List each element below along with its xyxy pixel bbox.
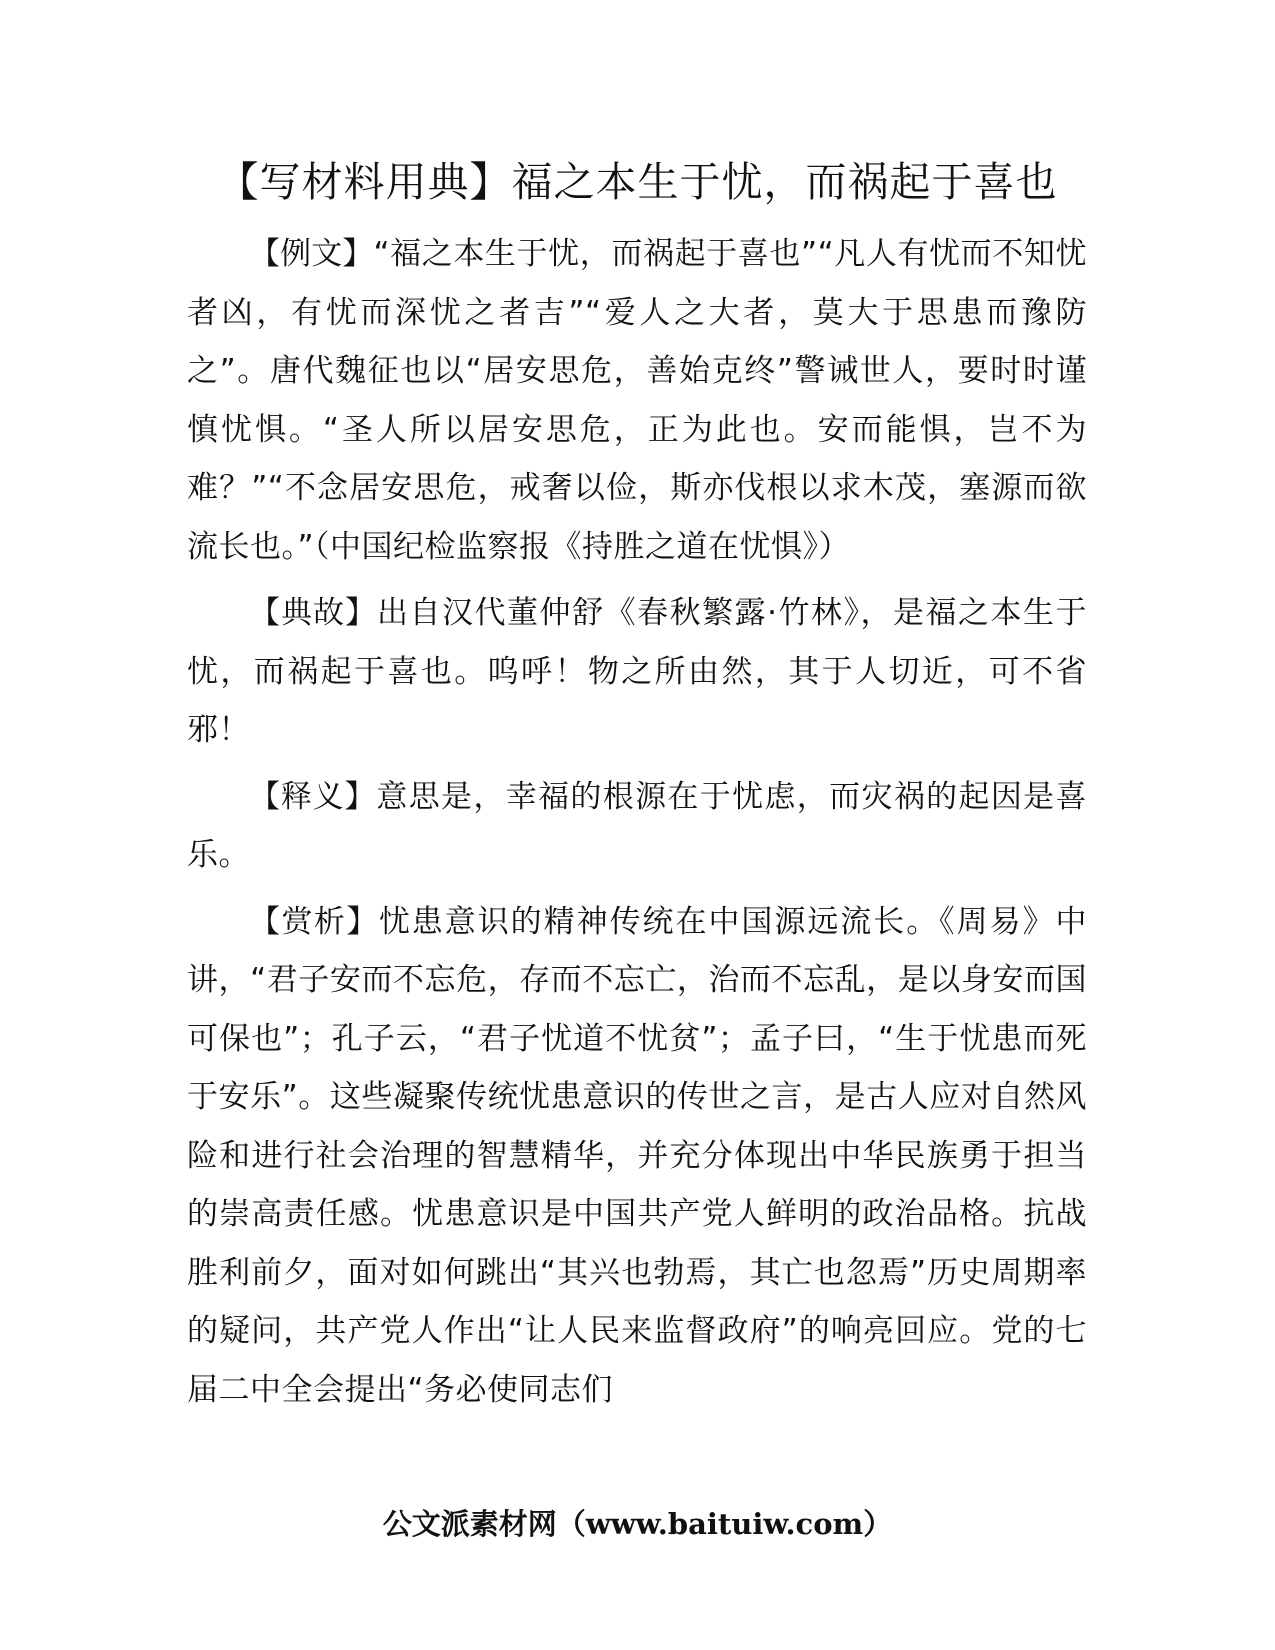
paragraph-lead: 【例文】 <box>249 236 374 272</box>
paragraph-text: 出自汉代董仲舒《春秋繁露·竹林》，是福之本生于忧，而祸起于喜也。呜呼！物之所由然，其于人切近，可不省邪！ <box>187 595 1088 748</box>
paragraph-text: 忧患意识的精神传统在中国源远流长。《周易》中讲，“君子安而不忘危，存而不忘亡，治而不忘乱，是以身安而国可保也”；孔子云，“君子忧道不忧贫”；孟子曰，“生于忧患而死于安乐”。这些凝聚传统忧患意识的传世之言，是古人应对自然风险和进行社会治理的智慧精华，并充分体现出中华民族勇于担当的崇高责任感。忧患意识是中国共产党人鲜明的政治品格。抗战胜利前夕，面对如何跳出“其兴也勃焉，其亡也忽焉”历史周期率的疑问，共产党人作出“让人民来监督政府”的响亮回应。党的七届二中全会提出“务必使同志们 <box>187 903 1088 1408</box>
paragraph-allusion <box>187 584 1087 760</box>
footer-source: 公文派素材网（www.baituiw.com） <box>382 1507 893 1541</box>
paragraph-appreciation <box>187 893 1087 1420</box>
document-body <box>187 225 1087 1427</box>
document-title: 【写材料用典】福之本生于忧，而祸起于喜也 <box>217 158 1058 206</box>
paragraph-text: 意思是，幸福的根源在于忧虑，而灾祸的起因是喜乐。 <box>187 778 1088 873</box>
paragraph-text: “福之本生于忧，而祸起于喜也”“凡人有忧而不知忧者凶，有忧而深忧之者吉”“爱人之大者，莫大于思患而豫防之”。唐代魏征也以“居安思危，善始克终”警诫世人，要时时谨慎忧惧。“圣人所以居安思危，正为此也。安而能惧，岂不为难？”“不念居安思危，戒奢以俭，斯亦伐根以求木茂，塞源而欲流长也。”（中国纪检监察报《持胜之道在忧惧》） <box>187 236 1087 565</box>
paragraph-lead: 【释义】 <box>249 778 377 815</box>
paragraph-lead: 【典故】 <box>249 595 378 631</box>
paragraph-meaning <box>187 768 1087 885</box>
paragraph-lead: 【赏析】 <box>249 903 379 940</box>
paragraph-example <box>187 225 1087 576</box>
